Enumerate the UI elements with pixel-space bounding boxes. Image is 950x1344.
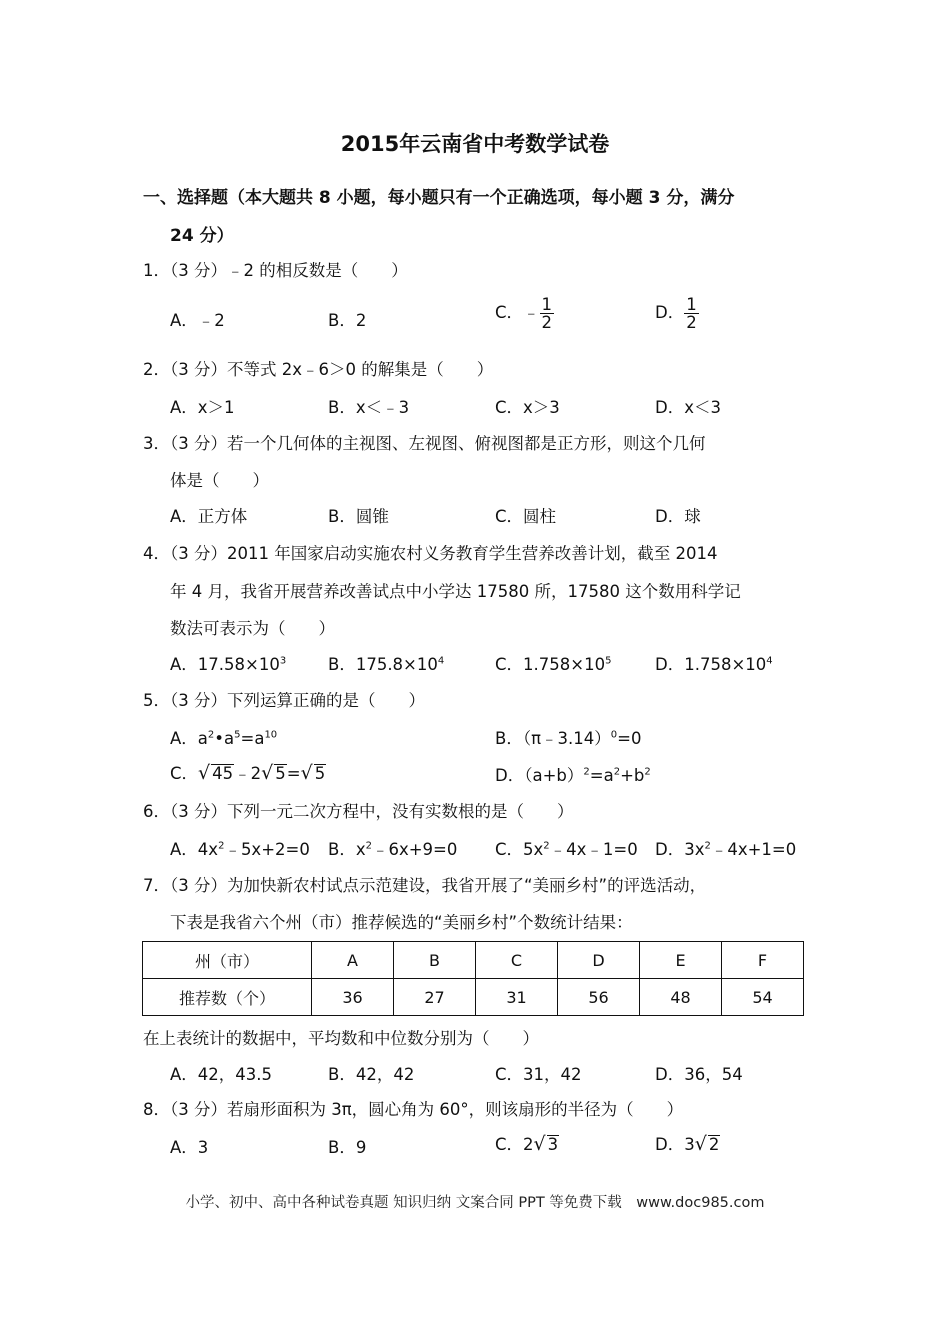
q6-c-text: C．5x <box>495 840 544 859</box>
q1-c-fraction <box>540 296 555 331</box>
q5-c-label: C． <box>170 764 199 783</box>
q5-d-text3: +b <box>620 766 645 785</box>
q4-stem-cont1: 年 4 月，我省开展营养改善试点中小学达 17580 所，17580 这个数用科学记 <box>170 582 741 601</box>
q3-stem: 3．（3 分）若一个几何体的主视图、左视图、俯视图都是正方形，则这个几何 <box>143 434 706 453</box>
q2-option-c: C．x＞3 <box>495 398 560 417</box>
q5-b-text: B．（π﹣3.14） <box>495 729 611 748</box>
q8-option-b: B．9 <box>328 1138 367 1157</box>
table-cell: 27 <box>394 979 476 1016</box>
q4-option-a <box>170 651 286 675</box>
section-heading-cont: 24 分） <box>170 226 234 246</box>
q6-b-text: B．x <box>328 840 366 859</box>
q5-d-text2: =a <box>589 766 614 785</box>
q5-option-d <box>495 762 651 786</box>
q6-option-a <box>170 836 310 860</box>
q8-option-d <box>655 1131 720 1155</box>
q3-option-b: B．圆锥 <box>328 507 389 526</box>
q6-stem: 6．（3 分）下列一元二次方程中，没有实数根的是（ ） <box>143 802 574 821</box>
table-cell: 48 <box>640 979 722 1016</box>
q6-option-d <box>655 836 796 860</box>
q1-option-a: A．﹣2 <box>170 311 225 330</box>
page-title: 2015年云南省中考数学试卷 <box>340 132 610 156</box>
q6-b-text2: ﹣6x+9=0 <box>371 840 458 859</box>
q4-stem: 4．（3 分）2011 年国家启动实施农村义务教育学生营养改善计划，截至 2014 <box>143 544 718 563</box>
q3-stem-cont: 体是（ ） <box>170 471 269 490</box>
q5-a-text: A．a <box>170 729 208 748</box>
q3-option-d: D．球 <box>655 507 701 526</box>
table-cell: 56 <box>558 979 640 1016</box>
q5-a-text2: •a <box>214 729 235 748</box>
q5-option-b <box>495 725 641 749</box>
q5-a-text3: =a <box>240 729 265 748</box>
q7-option-b: B．42，42 <box>328 1065 415 1084</box>
q2-option-d: D．x＜3 <box>655 398 721 417</box>
q7-option-a: A．42，43.5 <box>170 1065 273 1084</box>
q4-stem-cont2: 数法可表示为（ ） <box>170 619 335 638</box>
q5-c-text: ﹣2 <box>234 764 262 783</box>
q1-c-denominator: 2 <box>541 313 553 332</box>
table-cell: 54 <box>722 979 804 1016</box>
q1-c-numerator: 1 <box>541 295 553 314</box>
table-header-row <box>143 942 804 979</box>
q1-c-label: C． <box>495 303 524 322</box>
q7-option-c: C．31，42 <box>495 1065 582 1084</box>
table-cell: 36 <box>312 979 394 1016</box>
q5-a-exp3: 10 <box>264 729 278 741</box>
table-cell: A <box>312 942 394 979</box>
table-cell: E <box>640 942 722 979</box>
q1-stem: 1．（3 分）﹣2 的相反数是（ ） <box>143 261 408 280</box>
table-row <box>143 979 804 1016</box>
q4-a-base: A．17.58×10 <box>170 655 280 674</box>
q4-d-exponent: 4 <box>766 655 773 667</box>
q4-c-base: C．1.758×10 <box>495 655 606 674</box>
sqrt-icon: √ <box>261 762 274 784</box>
q4-c-exponent: 5 <box>605 655 612 667</box>
sqrt-icon: √ <box>533 1133 546 1155</box>
q4-a-exponent: 3 <box>279 655 287 667</box>
q6-option-b <box>328 836 457 860</box>
q2-option-a: A．x＞1 <box>170 398 235 417</box>
q6-a-text2: ﹣5x+2=0 <box>224 840 310 859</box>
q2-stem: 2．（3 分）不等式 2x﹣6＞0 的解集是（ ） <box>143 360 494 379</box>
q6-d-text: D．3x <box>655 840 705 859</box>
q3-option-c: C．圆柱 <box>495 507 557 526</box>
q6-d-exp: 2 <box>704 840 711 852</box>
q8-d-radicand: 2 <box>708 1135 720 1154</box>
stats-table <box>142 941 804 1016</box>
table-cell: 州（市） <box>143 942 312 979</box>
q1-c-sign: ﹣ <box>523 303 540 322</box>
q8-c-radicand: 3 <box>547 1135 559 1154</box>
q4-b-exponent: 4 <box>437 655 445 667</box>
q5-option-a <box>170 725 277 749</box>
q8-c-text: C．2 <box>495 1135 534 1154</box>
q6-b-exp: 2 <box>365 840 372 852</box>
table-cell: C <box>476 942 558 979</box>
q6-c-text2: ﹣4x﹣1=0 <box>549 840 638 859</box>
q6-a-text: A．4x <box>170 840 219 859</box>
table-cell: B <box>394 942 476 979</box>
q1-d-fraction <box>684 296 699 331</box>
footer-text: 小学、初中、高中各种试卷真题 知识归纳 文案合同 PPT 等免费下载 www.doc985.com <box>185 1195 765 1211</box>
q5-d-exp2: 2 <box>613 766 621 778</box>
q5-option-c <box>170 760 326 784</box>
section-heading: 一、选择题（本大题共 8 小题，每小题只有一个正确选项，每小题 3 分，满分 <box>143 188 735 208</box>
q5-c-eq: = <box>286 764 301 783</box>
q7-stem-cont: 下表是我省六个州（市）推荐候选的“美丽乡村”个数统计结果： <box>170 913 633 932</box>
q7-option-d: D．36，54 <box>655 1065 743 1084</box>
q5-stem: 5．（3 分）下列运算正确的是（ ） <box>143 691 425 710</box>
table-cell: F <box>722 942 804 979</box>
q5-a-exp2: 5 <box>234 729 241 741</box>
q4-option-b <box>328 651 444 675</box>
q5-a-exp1: 2 <box>207 729 215 741</box>
q2-option-b: B．x＜﹣3 <box>328 398 410 417</box>
q1-option-c <box>495 296 554 331</box>
q5-b-text2: =0 <box>617 729 642 748</box>
q6-a-exp: 2 <box>218 840 225 852</box>
q6-option-c <box>495 836 638 860</box>
q5-d-exp3: 2 <box>644 766 651 778</box>
table-cell: 31 <box>476 979 558 1016</box>
q5-c-radicand1: 45 <box>212 764 234 783</box>
q6-d-text2: ﹣4x+1=0 <box>710 840 797 859</box>
q5-c-radicand2: 5 <box>275 764 286 783</box>
q1-option-d <box>655 296 699 331</box>
q4-b-base: B．175.8×10 <box>328 655 438 674</box>
q3-option-a: A．正方体 <box>170 507 248 526</box>
q1-d-numerator: 1 <box>686 295 697 314</box>
q8-d-text: D．3 <box>655 1135 695 1154</box>
q8-option-c <box>495 1131 559 1155</box>
sqrt-icon: √ <box>694 1133 707 1155</box>
q4-option-d <box>655 651 773 675</box>
q1-d-denominator: 2 <box>686 313 697 332</box>
q4-option-c <box>495 651 611 675</box>
q7-stem: 7．（3 分）为加快新农村试点示范建设，我省开展了“美丽乡村”的评选活动， <box>143 876 707 895</box>
table-cell: D <box>558 942 640 979</box>
q8-option-a: A．3 <box>170 1138 209 1157</box>
q5-b-exp: 0 <box>610 729 618 741</box>
q8-stem: 8．（3 分）若扇形面积为 3π，圆心角为 60°，则该扇形的半径为（ ） <box>143 1100 684 1119</box>
table-cell: 推荐数（个） <box>143 979 312 1016</box>
q5-d-text: D．（a+b） <box>495 766 584 785</box>
sqrt-icon: √ <box>300 762 313 784</box>
q5-c-radicand3: 5 <box>314 764 326 783</box>
q1-d-label: D． <box>655 303 685 322</box>
q4-d-base: D．1.758×10 <box>655 655 767 674</box>
q5-d-exp1: 2 <box>583 766 590 778</box>
sqrt-icon: √ <box>198 762 211 784</box>
q1-option-b: B．2 <box>328 311 367 330</box>
q7-question: 在上表统计的数据中，平均数和中位数分别为（ ） <box>143 1029 539 1048</box>
q6-c-exp: 2 <box>543 840 550 852</box>
